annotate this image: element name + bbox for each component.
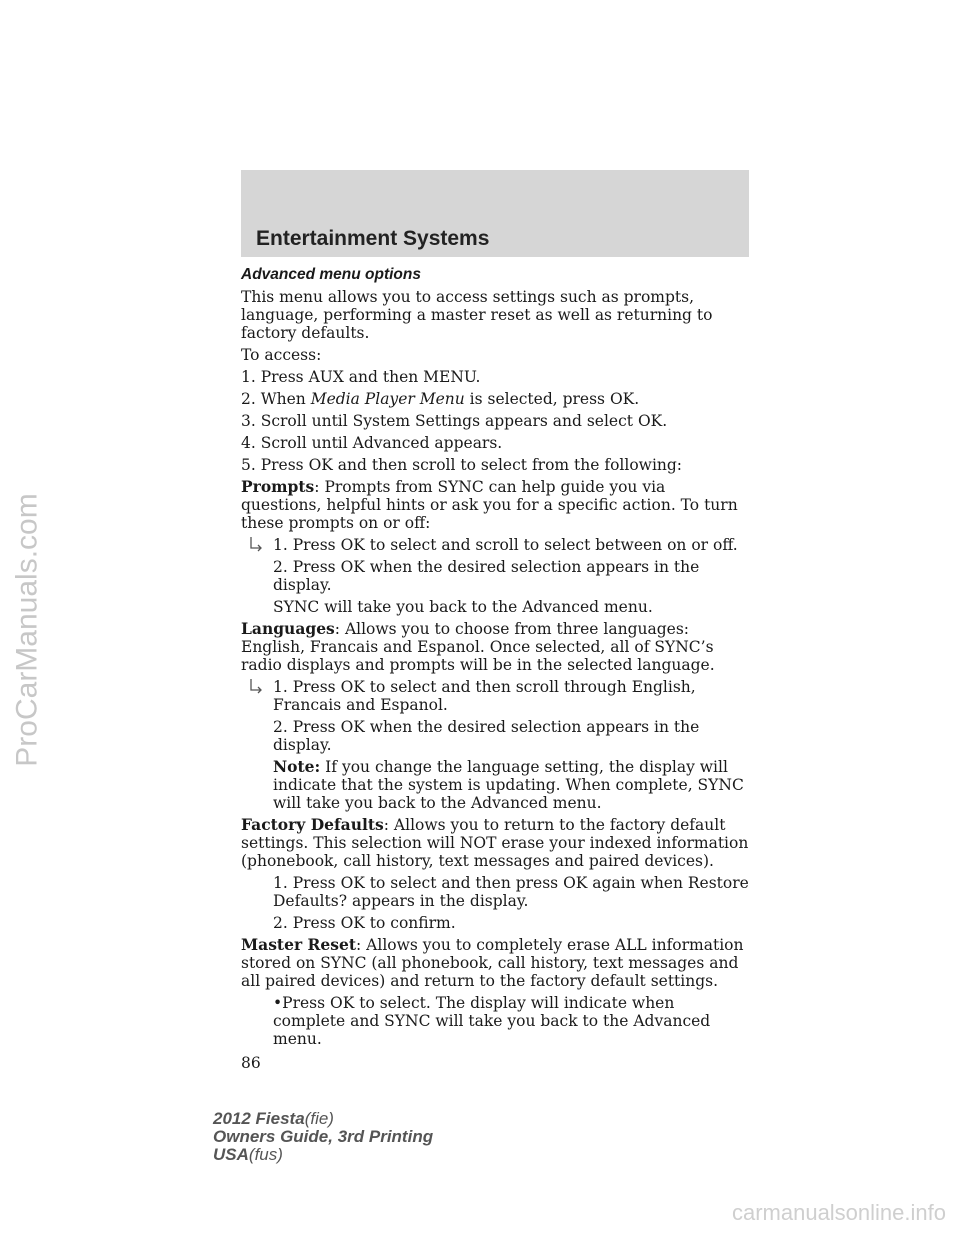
footer-guide-line: Owners Guide, 3rd Printing <box>213 1127 434 1146</box>
bullet-icon: • <box>273 994 283 1012</box>
note-marker-icon <box>249 536 263 558</box>
factory-sub-2: 2. Press OK to confirm. <box>273 914 456 932</box>
intro-paragraph: This menu allows you to access settings such as prompts, language, performing a master reset as well as returning to factory defaults. <box>241 288 713 342</box>
languages-sub-1: 1. Press OK to select and then scroll through English, Francais and Espanol. <box>241 678 749 714</box>
footer-model-line: 2012 Fiesta(fie) <box>213 1109 334 1128</box>
step-5: 5. Press OK and then scroll to select from the following: <box>241 456 683 474</box>
factory-sub-1: 1. Press OK to select and then press OK again when Restore Defaults? appears in the display. <box>273 874 749 910</box>
step-2: 2. When Media Player Menu is selected, press OK. <box>241 390 640 408</box>
step-1: 1. Press AUX and then MENU. <box>241 368 481 386</box>
step-3: 3. Scroll until System Settings appears and select OK. <box>241 412 668 430</box>
footer-region-line: USA(fus) <box>213 1145 283 1164</box>
master-reset-bullet: •Press OK to select. The display will indicate when complete and SYNC will take you back to the Advanced menu. <box>273 994 711 1048</box>
page-number: 86 <box>241 1054 261 1072</box>
note-marker-icon <box>249 678 263 700</box>
master-reset-paragraph: Master Reset: Allows you to completely erase ALL information stored on SYNC (all phonebook, call history, text messages and all paired devices) and return to the factory default settings. <box>241 935 744 990</box>
prompts-paragraph: Prompts: Prompts from SYNC can help guide you via questions, helpful hints or ask you for a specific action. To turn these prompts on or off: <box>241 477 738 532</box>
prompts-sub-1: 1. Press OK to select and scroll to select between on or off. <box>241 536 749 554</box>
page-content <box>241 266 749 1076</box>
to-access-label: To access: <box>241 346 322 364</box>
media-player-menu-term: Media Player Menu <box>310 390 465 408</box>
languages-sub-2: 2. Press OK when the desired selection appears in the display. <box>273 718 700 754</box>
factory-defaults-label: Factory Defaults <box>241 815 384 834</box>
languages-note: Note: If you change the language setting, the display will indicate that the system is updating. When complete, SYNC will take you back to the Advanced menu. <box>273 757 744 812</box>
side-watermark <box>8 420 48 840</box>
languages-paragraph: Languages: Allows you to choose from three languages: English, Francais and Espanol. Once selected, all of SYNC’s radio displays and prompts will be in the selected language. <box>241 619 715 674</box>
section-heading: Advanced menu options <box>241 266 421 283</box>
step-4: 4. Scroll until Advanced appears. <box>241 434 503 452</box>
note-label: Note: <box>273 757 321 776</box>
languages-label: Languages <box>241 619 335 638</box>
side-watermark-text: ProCarManuals.com <box>11 493 44 767</box>
bottom-watermark: carmanualsonline.info <box>731 1200 946 1225</box>
section-header <box>241 170 749 257</box>
prompts-sub-2: 2. Press OK when the desired selection appears in the display. <box>273 558 700 594</box>
master-reset-label: Master Reset <box>241 935 357 954</box>
prompts-sub-3: SYNC will take you back to the Advanced menu. <box>273 598 653 616</box>
footer <box>213 1110 433 1164</box>
section-title: Entertainment Systems <box>256 227 490 250</box>
factory-defaults-paragraph: Factory Defaults: Allows you to return to the factory default settings. This selection will NOT erase your indexed information (phonebook, call history, text messages and paired devices). <box>241 815 749 870</box>
prompts-label: Prompts <box>241 477 315 496</box>
